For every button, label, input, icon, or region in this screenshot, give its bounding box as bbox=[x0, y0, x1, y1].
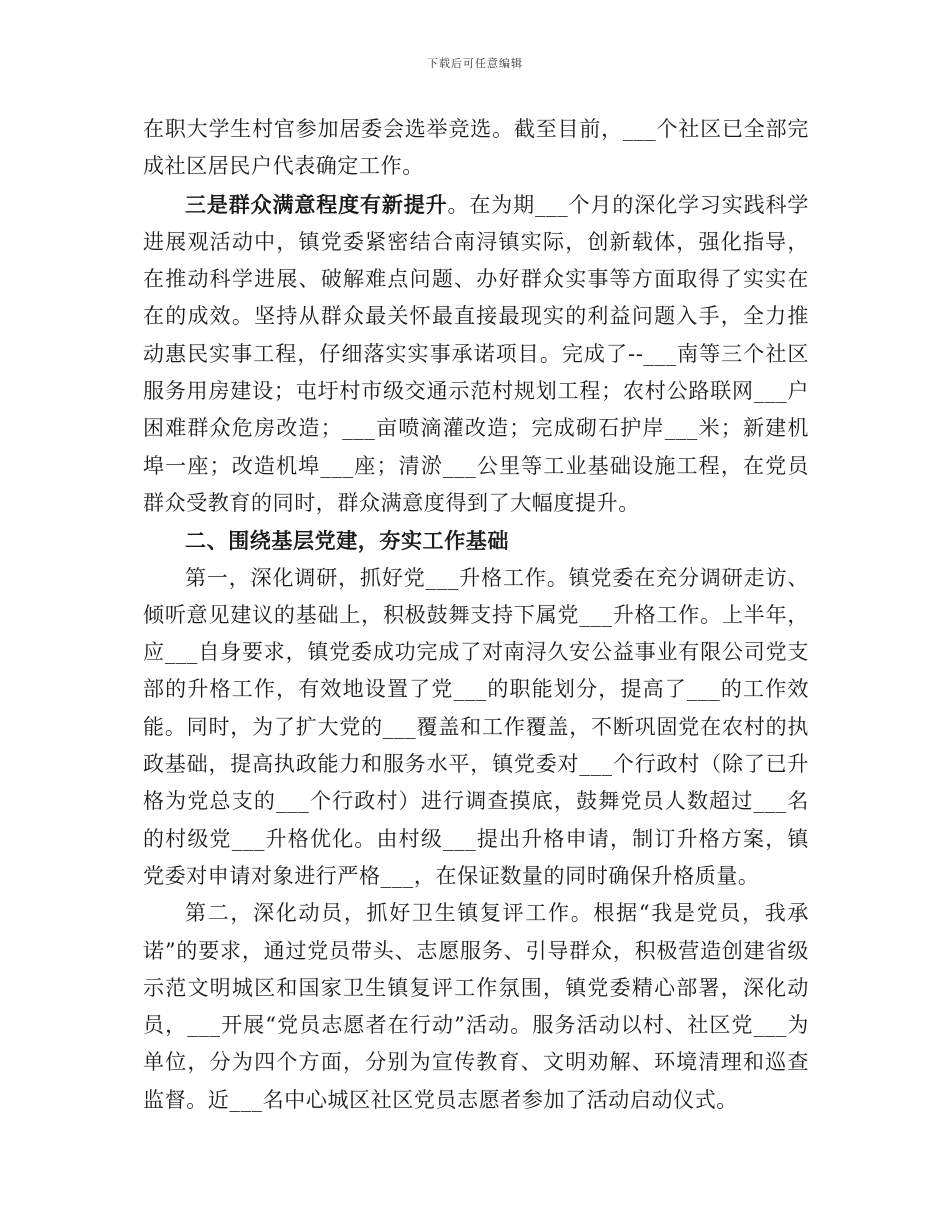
paragraph-continuation: 在职大学生村官参加居委会选举竞选。截至目前，___个社区已全部完成社区居民户代表确定工作。 bbox=[143, 117, 809, 179]
paragraph-health-review: 第二，深化动员，抓好卫生镇复评工作。根据“我是党员，我承诺”的要求，通过党员带头、志愿服务、引导群众，积极营造创建省级示范文明城区和国家卫生镇复评工作氛围，镇党委精心部署，深化动员，___开展“党员志愿者在行动”活动。服务活动以村、社区党___为单位，分为四个方面，分别为宣传教育、文明劝解、环境清理和巡查监督。近___名中心城区社区党员志愿者参加了活动启动仪式。 bbox=[143, 901, 809, 1112]
page-header: 下载后可任意编辑 bbox=[427, 57, 523, 70]
paragraph-text: 。在为期___个月的深化学习实践科学进展观活动中，镇党委紧密结合南浔镇实际，创新载体，强化指导，在推动科学进展、破解难点问题、办好群众实事等方面取得了实实在在的成效。坚持从群众最关怀最直接最现实的利益问题入手，全力推动惠民实事工程，仔细落实实事承诺项目。完成了--___南等三个社区服务用房建设；屯圩村市级交通示范村规划工程；农村公路联网___户困难群众危房改造；___亩喷滴灌改造；完成砌石护岸___米；新建机埠一座；改造机埠___座；清淤___公里等工业基础设施工程，在党员群众受教育的同时，群众满意度得到了大幅度提升。 bbox=[143, 192, 809, 515]
paragraph-satisfaction bbox=[143, 186, 809, 523]
section-heading: 二、围绕基层党建，夯实工作基础 bbox=[185, 528, 509, 554]
document-body bbox=[143, 111, 809, 1119]
paragraph-lead-bold: 三是群众满意程度有新提升 bbox=[185, 191, 448, 217]
paragraph-party-upgrade: 第一，深化调研，抓好党___升格工作。镇党委在充分调研走访、倾听意见建议的基础上，积极鼓舞支持下属党___升格工作。上半年，应___自身要求，镇党委成功完成了对南浔久安公益事业有限公司党支部的升格工作，有效地设置了党___的职能划分，提高了___的工作效能。同时，为了扩大党的___覆盖和工作覆盖，不断巩固党在农村的执政基础，提高执政能力和服务水平，镇党委对___个行政村（除了已升格为党总支的___个行政村）进行调查摸底，鼓舞党员人数超过___名的村级党___升格优化。由村级___提出升格申请，制订升格方案，镇党委对申请对象进行严格___，在保证数量的同时确保升格质量。 bbox=[143, 565, 809, 888]
